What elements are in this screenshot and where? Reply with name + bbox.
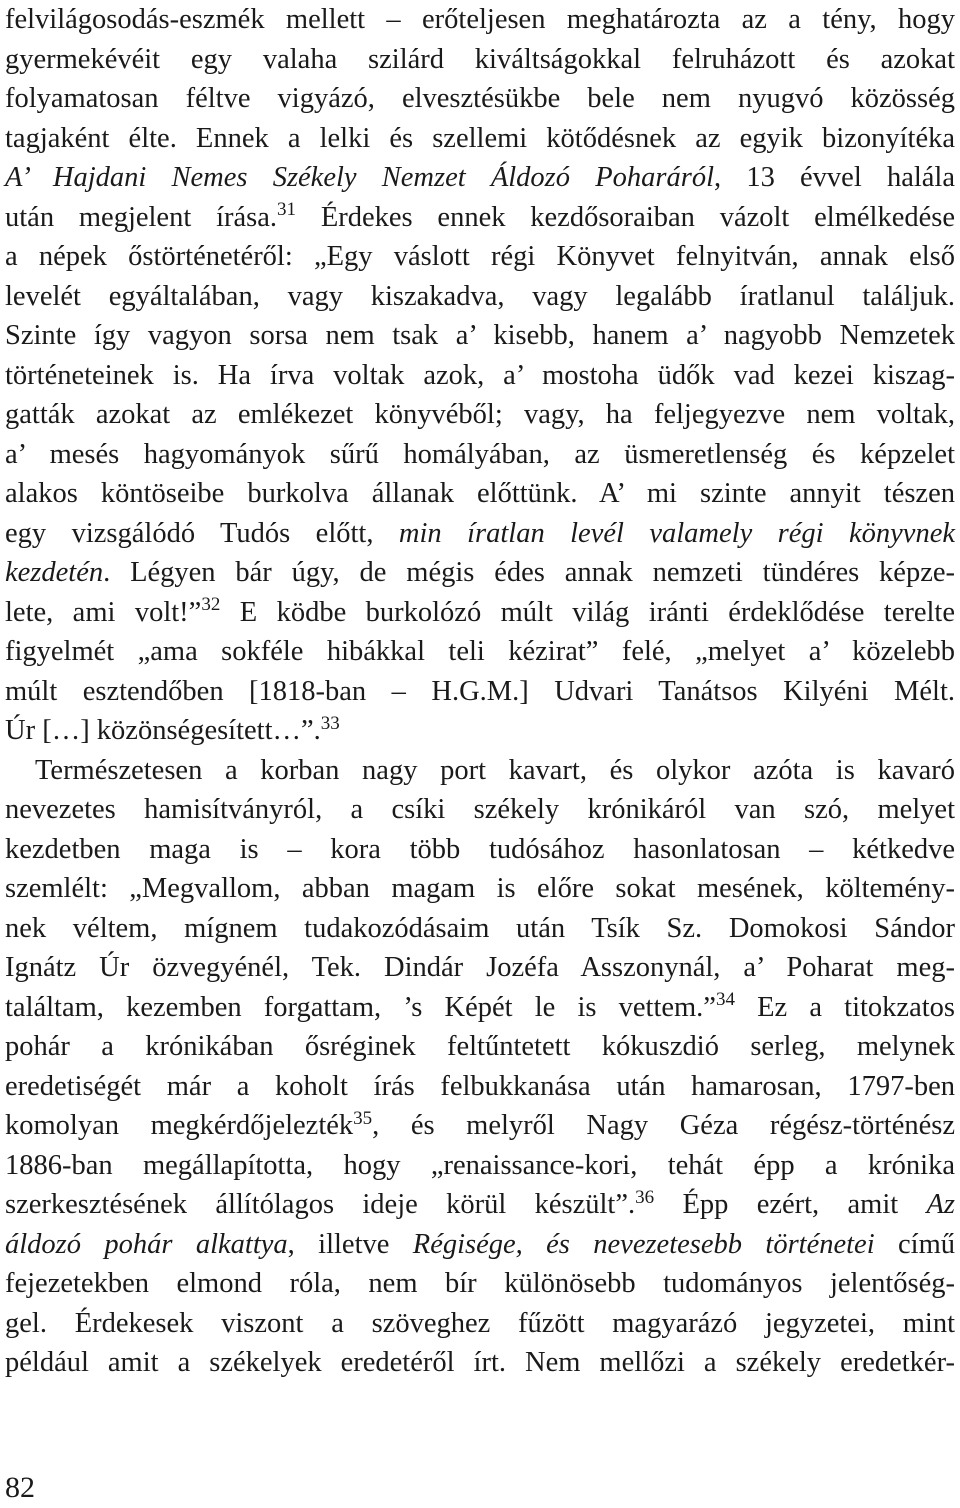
text-line xyxy=(5,1343,955,1383)
text-run: komolyan megkérdőjelezték xyxy=(5,1110,354,1141)
text-line xyxy=(5,1067,955,1107)
text-run: szemlélt: „Megvallom, abban magam is előre sokat mesének, költemény- xyxy=(5,873,955,904)
text-run: levelét egyáltalában, vagy kiszakadva, vagy legalább íratlanul találjuk. xyxy=(5,280,955,312)
footnote-marker: 36 xyxy=(635,1186,655,1208)
text-run: , illetve xyxy=(287,1228,413,1260)
text-line xyxy=(5,751,955,791)
text-run: Ignátz Úr özvegyénél, Tek. Dindár Jozéfa Asszonynál, a’ Poharat meg- xyxy=(5,952,955,983)
text-run: múlt esztendőben [1818-ban – H.G.M.] Udvari Tanátsos Kilyéni Mélt. xyxy=(5,675,955,707)
footnote-marker: 33 xyxy=(320,712,340,734)
text-run: Ez a titokzatos xyxy=(734,991,955,1023)
footnote-marker: 32 xyxy=(201,594,221,616)
text-line xyxy=(5,553,955,593)
italic-text: kezdetén xyxy=(5,557,104,588)
text-run: után megjelent írása. xyxy=(5,201,277,233)
text-line xyxy=(5,1225,955,1265)
text-line xyxy=(5,237,955,277)
text-run: gatták azokat az emlékezet könyvéből; vagy, ha feljegyezve nem voltak, xyxy=(5,399,955,430)
text-run: gel. Érdekesek viszont a szöveghez fűzött magyarázó jegyzetei, mint xyxy=(5,1307,955,1339)
text-run: a’ mesés hagyományok sűrű homályában, az üsmeretlenség és képzelet xyxy=(5,438,955,470)
text-line xyxy=(5,632,955,672)
text-line xyxy=(5,435,955,475)
text-line xyxy=(5,711,955,751)
text-line xyxy=(5,158,955,198)
text-run: Épp ezért, amit xyxy=(654,1189,927,1220)
text-run: tagjaként élte. Ennek a lelki és szellemi kötődésnek az egyik bizonyítéka xyxy=(5,122,955,154)
text-run: . Légyen bár úgy, de mégis édes annak nemzeti tündéres képze- xyxy=(103,557,955,588)
italic-text: áldozó pohár alkattya xyxy=(5,1228,288,1260)
text-run: felvilágosodás-eszmék mellett – erőteljesen meghatározta az a tény, hogy xyxy=(5,4,955,35)
page-number: 82 xyxy=(5,1471,35,1504)
text-run: figyelmét „ama sokféle hibákkal teli kézirat” felé, „melyet a’ közelebb xyxy=(5,636,955,667)
text-run: Érdekes ennek kezdősoraiban vázolt elmélkedése xyxy=(296,201,955,233)
text-line xyxy=(5,1027,955,1067)
text-run: gyermekévéit egy valaha szilárd kiváltságokkal felruházott és azokat xyxy=(5,43,955,75)
text-run: Természetesen a korban nagy port kavart, és olykor azóta is kavaró xyxy=(35,754,955,786)
text-run: című xyxy=(874,1228,955,1260)
text-line xyxy=(5,119,955,159)
text-line xyxy=(5,988,955,1028)
footnote-marker: 34 xyxy=(715,989,735,1011)
text-run: találtam, kezemben forgattam, ’s Képét le is vettem.” xyxy=(5,991,716,1023)
text-line xyxy=(5,474,955,514)
text-run: 1886-ban megállapította, hogy „renaissance-kori, tehát épp a krónika xyxy=(5,1149,955,1181)
text-line xyxy=(5,1146,955,1186)
text-line xyxy=(5,948,955,988)
text-run: történeteinek is. Ha írva voltak azok, a’ mostoha üdők vad kezei kiszag- xyxy=(5,359,955,391)
text-line xyxy=(5,1185,955,1225)
text-line xyxy=(5,593,955,633)
text-run: , 13 évvel halála xyxy=(714,162,955,193)
body-text xyxy=(5,0,955,1383)
text-run: a népek őstörténetéről: „Egy váslott régi Könyvet felnyitván, annak első xyxy=(5,241,955,272)
text-run: Úr […] közönségesített…”. xyxy=(5,715,321,746)
text-run: E ködbe burkolózó múlt világ iránti érdeklődése terelte xyxy=(220,596,955,628)
text-run: , és melyről Nagy Géza régész-történész xyxy=(372,1110,955,1141)
text-line xyxy=(5,909,955,949)
text-run: nevezetes hamisítványról, a csíki székely krónikáról van szó, melyet xyxy=(5,794,955,825)
text-line xyxy=(5,198,955,238)
text-run: Szinte így vagyon sorsa nem tsak a’ kisebb, hanem a’ nagyobb Nemzetek xyxy=(5,320,955,351)
italic-text: min íratlan levél valamely régi könyvnek xyxy=(398,517,956,549)
text-line xyxy=(5,356,955,396)
text-run: alakos köntöseibe burkolva állanak előttünk. A’ mi szinte annyit tészen xyxy=(5,478,955,509)
text-run: pohár a krónikában ősréginek feltűntetett kókuszdió serleg, melynek xyxy=(5,1031,955,1062)
text-run: nek véltem, mígnem tudakozódásaim után Tsík Sz. Domokosi Sándor xyxy=(5,912,955,944)
italic-text: A’ Hajdani Nemes Székely Nemzet Áldozó Poharáról xyxy=(5,162,714,193)
italic-text: Régisége, és nevezetesebb történetei xyxy=(412,1228,875,1260)
text-line xyxy=(5,40,955,80)
text-line xyxy=(5,277,955,317)
text-line xyxy=(5,1304,955,1344)
text-line xyxy=(5,1264,955,1304)
text-run: fejezetekben elmond róla, nem bír különösebb tudományos jelentőség- xyxy=(5,1268,955,1299)
text-run: kezdetben maga is – kora több tudósához hasonlatosan – kétkedve xyxy=(5,833,955,865)
text-run: egy vizsgálódó Tudós előtt, xyxy=(5,517,399,549)
text-line xyxy=(5,316,955,356)
text-line xyxy=(5,514,955,554)
text-line xyxy=(5,869,955,909)
text-line xyxy=(5,395,955,435)
text-line xyxy=(5,0,955,40)
footnote-marker: 35 xyxy=(353,1107,373,1129)
text-line xyxy=(5,830,955,870)
text-run: folyamatosan féltve vigyázó, elvesztésükbe bele nem nyugvó közösség xyxy=(5,83,955,114)
text-run: lete, ami volt!” xyxy=(5,596,202,628)
text-line xyxy=(5,790,955,830)
italic-text: Az xyxy=(926,1189,955,1220)
text-line xyxy=(5,672,955,712)
text-run: szerkesztésének állítólagos ideje körül készült”. xyxy=(5,1189,636,1220)
text-run: eredetiségét már a koholt írás felbukkanása után hamarosan, 1797-ben xyxy=(5,1070,955,1102)
text-run: például amit a székelyek eredetéről írt. Nem mellőzi a székely eredetkér- xyxy=(5,1347,955,1378)
text-line xyxy=(5,79,955,119)
text-line xyxy=(5,1106,955,1146)
footnote-marker: 31 xyxy=(277,199,296,221)
